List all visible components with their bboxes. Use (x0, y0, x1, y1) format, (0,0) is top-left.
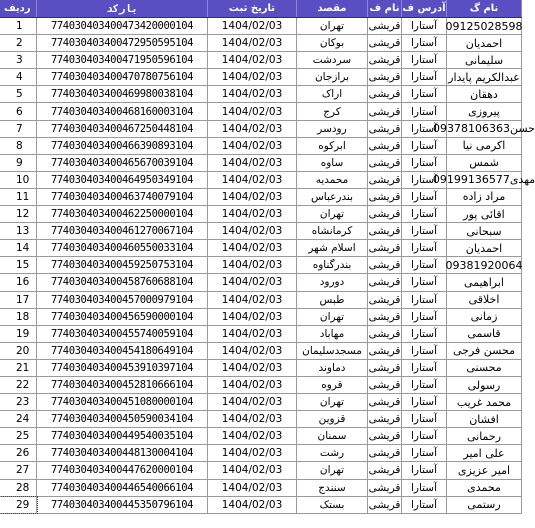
cell-sender-address[interactable]: آستارا (402, 343, 447, 359)
cell-destination[interactable]: طبس (297, 292, 368, 308)
cell-radif[interactable]: 11 (0, 189, 37, 205)
cell-date[interactable]: 1404/02/03 (208, 52, 297, 68)
cell-sender-address[interactable]: آستارا (402, 497, 447, 513)
table-row[interactable] (0, 86, 522, 103)
cell-barcode[interactable]: 774030403400448130004104 (37, 445, 208, 461)
cell-barcode[interactable]: 774030403400453910397104 (37, 360, 208, 376)
cell-sender-address[interactable]: آستارا (402, 428, 447, 444)
table-row[interactable] (0, 462, 522, 479)
cell-recipient-name[interactable]: احمدیان (447, 240, 522, 256)
cell-sender-address[interactable]: آستارا (402, 257, 447, 273)
cell-recipient-name[interactable]: 09125028598 (445, 19, 523, 33)
cell-radif[interactable]: 21 (0, 360, 37, 376)
cell-recipient-name[interactable]: عبدالکریم پایدار (447, 69, 522, 85)
cell-recipient-name[interactable]: علی امیر (447, 445, 522, 461)
cell-destination[interactable]: بندرعباس (297, 189, 368, 205)
cell-sender-name[interactable]: قریشی (368, 223, 402, 239)
cell-sender-name[interactable]: قریشی (368, 52, 402, 68)
cell-date[interactable]: 1404/02/03 (208, 18, 297, 34)
cell-recipient-name[interactable]: اقائی پور (447, 206, 522, 222)
cell-radif[interactable]: 19 (0, 326, 37, 342)
cell-recipient-name[interactable]: حسن09378106363 (433, 122, 535, 136)
cell-radif[interactable]: 2 (0, 35, 37, 51)
cell-sender-name[interactable]: قریشی (368, 35, 402, 51)
cell-date[interactable]: 1404/02/03 (208, 326, 297, 342)
cell-destination[interactable]: تهران (297, 394, 368, 410)
cell-sender-name[interactable]: قریشی (368, 86, 402, 102)
cell-radif[interactable]: 5 (0, 86, 37, 102)
cell-date[interactable]: 1404/02/03 (208, 69, 297, 85)
cell-destination[interactable]: قزوین (297, 411, 368, 427)
cell-date[interactable]: 1404/02/03 (208, 172, 297, 188)
cell-barcode[interactable]: 774030403400459250753104 (37, 257, 208, 273)
table-row[interactable] (0, 309, 522, 326)
cell-recipient-name[interactable]: رحمانی (447, 428, 522, 444)
cell-sender-address[interactable]: آستارا (402, 240, 447, 256)
cell-destination[interactable]: قروه (297, 377, 368, 393)
cell-sender-name[interactable]: قریشی (368, 240, 402, 256)
cell-barcode[interactable]: 774030403400472950595104 (37, 35, 208, 51)
cell-sender-address[interactable]: آستارا (402, 480, 447, 496)
cell-recipient-name[interactable]: محسن فرجی (447, 343, 522, 359)
table-row[interactable] (0, 343, 522, 360)
cell-barcode[interactable]: 774030403400451080000104 (37, 394, 208, 410)
table-row[interactable] (0, 103, 522, 120)
cell-barcode[interactable]: 774030403400465670039104 (37, 155, 208, 171)
cell-radif[interactable]: 28 (0, 480, 37, 496)
cell-sender-address[interactable]: آستارا (402, 35, 447, 51)
cell-barcode[interactable]: 774030403400473420000104 (37, 18, 208, 34)
cell-sender-address[interactable]: آستارا (402, 360, 447, 376)
cell-radif[interactable]: 23 (0, 394, 37, 410)
table-row[interactable] (0, 428, 522, 445)
table-row[interactable] (0, 257, 522, 274)
cell-radif[interactable]: 13 (0, 223, 37, 239)
grid-body (0, 18, 535, 514)
cell-barcode[interactable]: 774030403400464950349104 (37, 172, 208, 188)
cell-destination[interactable]: تهران (297, 462, 368, 478)
cell-barcode[interactable]: 774030403400446540066104 (37, 480, 208, 496)
cell-destination[interactable]: دورود (297, 274, 368, 290)
cell-sender-address[interactable]: آستارا (402, 18, 447, 34)
cell-barcode[interactable]: 774030403400450590034104 (37, 411, 208, 427)
cell-recipient-name[interactable]: سلیمانی (447, 52, 522, 68)
cell-barcode[interactable]: 774030403400460550033104 (37, 240, 208, 256)
cell-destination[interactable]: بندرگناوه (297, 257, 368, 273)
cell-date[interactable]: 1404/02/03 (208, 240, 297, 256)
cell-destination[interactable]: سنندج (297, 480, 368, 496)
cell-date[interactable]: 1404/02/03 (208, 394, 297, 410)
cell-radif[interactable]: 10 (0, 172, 37, 188)
cell-date[interactable]: 1404/02/03 (208, 35, 297, 51)
cell-sender-name[interactable]: قریشی (368, 309, 402, 325)
cell-sender-name[interactable]: قریشی (368, 121, 402, 137)
cell-recipient-name[interactable]: شمس (447, 155, 522, 171)
cell-date[interactable]: 1404/02/03 (208, 206, 297, 222)
cell-recipient-name[interactable]: ابراهیمی (447, 274, 522, 290)
cell-destination[interactable]: دماوند (297, 360, 368, 376)
cell-sender-address[interactable]: آستارا (402, 172, 447, 188)
cell-sender-name[interactable]: قریشی (368, 428, 402, 444)
cell-radif[interactable]: 4 (0, 69, 37, 85)
cell-barcode[interactable]: 774030403400467250448104 (37, 121, 208, 137)
cell-recipient-name[interactable]: اخلاقی (447, 292, 522, 308)
cell-sender-address[interactable]: آستارا (402, 69, 447, 85)
header-sender-name[interactable]: نام ف (368, 0, 402, 17)
header-recipient-name[interactable]: نام گ (447, 0, 522, 17)
table-row[interactable] (0, 35, 522, 52)
table-row[interactable] (0, 240, 522, 257)
cell-destination[interactable]: تهران (297, 18, 368, 34)
cell-barcode[interactable]: 774030403400449540035104 (37, 428, 208, 444)
cell-sender-address[interactable]: آستارا (402, 274, 447, 290)
cell-destination[interactable]: رودسر (297, 121, 368, 137)
cell-sender-address[interactable]: آستارا (402, 86, 447, 102)
cell-destination[interactable]: برازجان (297, 69, 368, 85)
cell-recipient-name[interactable]: قاسمی (447, 326, 522, 342)
cell-recipient-name[interactable]: رسولی (447, 377, 522, 393)
cell-sender-name[interactable]: قریشی (368, 69, 402, 85)
cell-recipient-name[interactable]: سبحانی (447, 223, 522, 239)
grid-header (0, 0, 522, 18)
cell-radif[interactable]: 9 (0, 155, 37, 171)
cell-sender-name[interactable]: قریشی (368, 480, 402, 496)
cell-barcode[interactable]: 774030403400452810666104 (37, 377, 208, 393)
cell-radif[interactable]: 26 (0, 445, 37, 461)
cell-destination[interactable]: بستک (297, 497, 368, 513)
table-row[interactable] (0, 292, 522, 309)
cell-radif[interactable]: 6 (0, 103, 37, 119)
cell-destination[interactable]: مسجدسلیمان (297, 343, 368, 359)
cell-barcode[interactable]: 774030403400466390893104 (37, 138, 208, 154)
cell-date[interactable]: 1404/02/03 (208, 377, 297, 393)
cell-radif[interactable]: 8 (0, 138, 37, 154)
cell-barcode[interactable]: 774030403400469980038104 (37, 86, 208, 102)
cell-sender-address[interactable]: آستارا (402, 155, 447, 171)
cell-sender-address[interactable]: آستارا (402, 292, 447, 308)
cell-sender-name[interactable]: قریشی (368, 274, 402, 290)
cell-radif[interactable]: 22 (0, 377, 37, 393)
cell-destination[interactable]: محمدیه (297, 172, 368, 188)
cell-date[interactable]: 1404/02/03 (208, 497, 297, 513)
cell-destination[interactable]: ابرکوه (297, 138, 368, 154)
cell-recipient-name[interactable]: امیر عزیزی (447, 462, 522, 478)
cell-sender-name[interactable]: قریشی (368, 189, 402, 205)
cell-sender-name[interactable]: قریشی (368, 343, 402, 359)
cell-sender-name[interactable]: قریشی (368, 394, 402, 410)
cell-sender-name[interactable]: قریشی (368, 206, 402, 222)
cell-date[interactable]: 1404/02/03 (208, 223, 297, 239)
table-row[interactable] (0, 121, 535, 138)
cell-sender-address[interactable]: آستارا (402, 121, 447, 137)
cell-radif[interactable]: 25 (0, 428, 37, 444)
cell-date[interactable]: 1404/02/03 (208, 309, 297, 325)
cell-sender-name[interactable]: قریشی (368, 497, 402, 513)
cell-date[interactable]: 1404/02/03 (208, 155, 297, 171)
cell-recipient-name[interactable]: اکرمی نیا (447, 138, 522, 154)
cell-radif[interactable]: 15 (0, 257, 37, 273)
cell-sender-address[interactable]: آستارا (402, 394, 447, 410)
cell-date[interactable]: 1404/02/03 (208, 480, 297, 496)
header-barcode[interactable]: بارکد (37, 0, 208, 17)
cell-recipient-name[interactable]: مهدی09199136577 (432, 173, 535, 187)
cell-sender-name[interactable]: قریشی (368, 462, 402, 478)
table-row[interactable] (0, 360, 522, 377)
cell-barcode[interactable]: 774030403400458760688104 (37, 274, 208, 290)
cell-radif[interactable]: 1 (0, 18, 37, 34)
cell-date[interactable]: 1404/02/03 (208, 462, 297, 478)
cell-date[interactable]: 1404/02/03 (208, 257, 297, 273)
cell-destination[interactable]: تهران (297, 206, 368, 222)
cell-sender-address[interactable]: آستارا (402, 223, 447, 239)
cell-destination[interactable]: بوکان (297, 35, 368, 51)
cell-sender-name[interactable]: قریشی (368, 411, 402, 427)
cell-destination[interactable]: کرمانشاه (297, 223, 368, 239)
table-row[interactable] (0, 69, 522, 86)
cell-radif[interactable]: 20 (0, 343, 37, 359)
cell-destination[interactable]: رشت (297, 445, 368, 461)
table-row[interactable] (0, 411, 522, 428)
cell-sender-name[interactable]: قریشی (368, 172, 402, 188)
table-row[interactable] (0, 445, 522, 462)
cell-recipient-name[interactable]: رستمی (447, 497, 522, 513)
table-row[interactable] (0, 155, 522, 172)
cell-date[interactable]: 1404/02/03 (208, 428, 297, 444)
table-row[interactable] (0, 274, 522, 291)
cell-destination[interactable]: تهران (297, 309, 368, 325)
cell-date[interactable]: 1404/02/03 (208, 343, 297, 359)
table-row[interactable] (0, 189, 522, 206)
cell-date[interactable]: 1404/02/03 (208, 274, 297, 290)
cell-destination[interactable]: سمنان (297, 428, 368, 444)
cell-recipient-name[interactable]: 09381920064 (445, 258, 523, 272)
cell-date[interactable]: 1404/02/03 (208, 103, 297, 119)
cell-sender-name[interactable]: قریشی (368, 360, 402, 376)
cell-sender-name[interactable]: قریشی (368, 155, 402, 171)
cell-sender-name[interactable]: قریشی (368, 292, 402, 308)
cell-date[interactable]: 1404/02/03 (208, 445, 297, 461)
cell-date[interactable]: 1404/02/03 (208, 292, 297, 308)
cell-barcode[interactable]: 774030403400455740059104 (37, 326, 208, 342)
cell-recipient-name[interactable]: مراد زاده (447, 189, 522, 205)
cell-date[interactable]: 1404/02/03 (208, 189, 297, 205)
cell-barcode[interactable]: 774030403400470780756104 (37, 69, 208, 85)
table-row[interactable] (0, 223, 522, 240)
cell-sender-address[interactable]: آستارا (402, 138, 447, 154)
cell-destination[interactable]: ساوه (297, 155, 368, 171)
table-row[interactable] (0, 326, 522, 343)
cell-date[interactable]: 1404/02/03 (208, 121, 297, 137)
cell-destination[interactable]: کرج (297, 103, 368, 119)
header-date[interactable]: تاریخ ثبت (208, 0, 297, 17)
header-destination[interactable]: مقصد (297, 0, 368, 17)
cell-radif[interactable]: 12 (0, 206, 37, 222)
cell-sender-address[interactable]: آستارا (402, 377, 447, 393)
cell-recipient-name[interactable]: افشان (447, 411, 522, 427)
cell-sender-address[interactable]: آستارا (402, 206, 447, 222)
cell-barcode[interactable]: 774030403400454180649104 (37, 343, 208, 359)
cell-barcode[interactable]: 774030403400462250000104 (37, 206, 208, 222)
table-row[interactable] (0, 377, 522, 394)
cell-sender-name[interactable]: قریشی (368, 326, 402, 342)
cell-sender-address[interactable]: آستارا (402, 309, 447, 325)
cell-barcode[interactable]: 774030403400463740079104 (37, 189, 208, 205)
cell-radif[interactable]: 24 (0, 411, 37, 427)
cell-recipient-name[interactable]: محمد غریب (447, 394, 522, 410)
cell-barcode[interactable]: 774030403400471950596104 (37, 52, 208, 68)
table-row[interactable] (0, 172, 535, 189)
cell-sender-name[interactable]: قریشی (368, 257, 402, 273)
header-sender-address[interactable]: آدرس ف (402, 0, 447, 17)
cell-sender-address[interactable]: آستارا (402, 326, 447, 342)
cell-destination[interactable]: اراک (297, 86, 368, 102)
cell-recipient-name[interactable]: احمدیان (447, 35, 522, 51)
cell-destination[interactable]: مهاباد (297, 326, 368, 342)
cell-sender-name[interactable]: قریشی (368, 445, 402, 461)
cell-date[interactable]: 1404/02/03 (208, 138, 297, 154)
cell-radif[interactable]: 17 (0, 292, 37, 308)
cell-sender-name[interactable]: قریشی (368, 138, 402, 154)
cell-barcode[interactable]: 774030403400456590000104 (37, 309, 208, 325)
cell-recipient-name[interactable]: زمانی (447, 309, 522, 325)
cell-barcode[interactable]: 774030403400447620000104 (37, 462, 208, 478)
cell-barcode[interactable]: 774030403400468160003104 (37, 103, 208, 119)
cell-sender-name[interactable]: قریشی (368, 103, 402, 119)
cell-sender-address[interactable]: آستارا (402, 103, 447, 119)
cell-radif[interactable]: 14 (0, 240, 37, 256)
cell-radif[interactable]: 16 (0, 274, 37, 290)
table-row[interactable] (0, 52, 522, 69)
cell-recipient-name[interactable]: دهقان (447, 86, 522, 102)
table-row[interactable] (0, 18, 522, 35)
cell-recipient-name[interactable]: محسنی (447, 360, 522, 376)
cell-date[interactable]: 1404/02/03 (208, 86, 297, 102)
cell-sender-address[interactable]: آستارا (402, 52, 447, 68)
table-row[interactable] (0, 206, 522, 223)
table-row[interactable] (0, 138, 522, 155)
cell-recipient-name[interactable]: پیروزی (447, 103, 522, 119)
cell-recipient-name[interactable]: محمدی (447, 480, 522, 496)
table-row[interactable] (0, 394, 522, 411)
cell-sender-address[interactable]: آستارا (402, 462, 447, 478)
cell-sender-name[interactable]: قریشی (368, 377, 402, 393)
cell-radif[interactable]: 7 (0, 121, 37, 137)
cell-barcode[interactable]: 774030403400457000979104 (37, 292, 208, 308)
cell-destination[interactable]: سردشت (297, 52, 368, 68)
cell-destination[interactable]: اسلام شهر (297, 240, 368, 256)
table-row[interactable] (0, 480, 522, 497)
cell-sender-address[interactable]: آستارا (402, 411, 447, 427)
cell-radif[interactable]: 3 (0, 52, 37, 68)
cell-sender-address[interactable]: آستارا (402, 189, 447, 205)
cell-barcode[interactable]: 774030403400461270067104 (37, 223, 208, 239)
cell-radif[interactable]: 18 (0, 309, 37, 325)
cell-sender-name[interactable]: قریشی (368, 18, 402, 34)
cell-date[interactable]: 1404/02/03 (208, 360, 297, 376)
cell-radif[interactable]: 27 (0, 462, 37, 478)
cell-sender-address[interactable]: آستارا (402, 445, 447, 461)
cell-barcode[interactable]: 774030403400445350796104 (37, 497, 208, 513)
table-row[interactable] (0, 497, 522, 514)
cell-date[interactable]: 1404/02/03 (208, 411, 297, 427)
header-radif[interactable]: ردیف (0, 0, 37, 17)
cell-radif[interactable]: 29 (0, 497, 37, 513)
